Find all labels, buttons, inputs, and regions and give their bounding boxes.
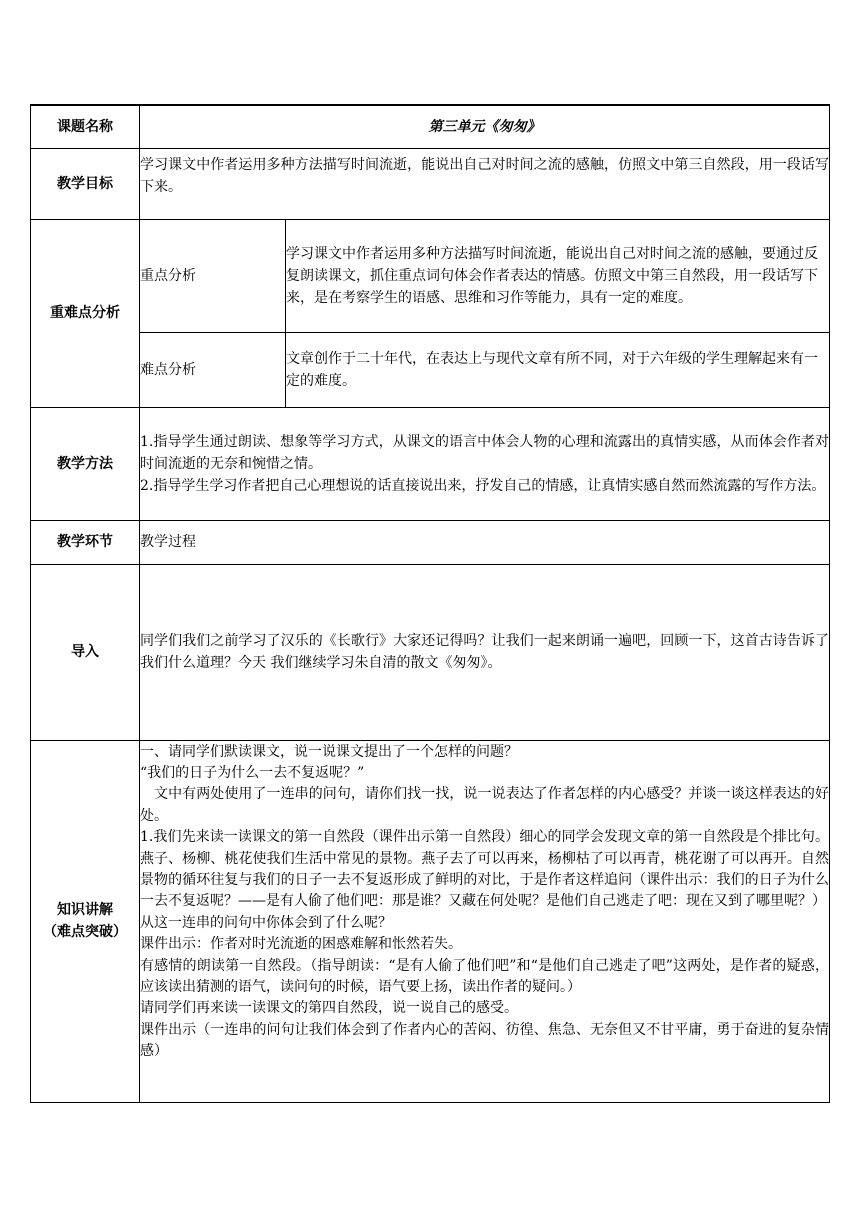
row-knowledge — [31, 740, 830, 1102]
lesson-plan-table — [30, 104, 830, 1103]
row-difficult-analysis — [31, 332, 830, 407]
method-label: 教学方法 — [31, 407, 140, 520]
goal-label: 教学目标 — [31, 148, 140, 219]
method-line-2: 2.指导学生学习作者把自己心理想说的话直接说出来，抒发自己的情感，让真情实感自然而然流露的写作方法。 — [140, 477, 826, 494]
method-text — [140, 407, 830, 520]
row-intro — [31, 564, 830, 740]
knowledge-label — [31, 740, 140, 1102]
row-key-analysis — [31, 219, 830, 332]
key-analysis-text: 学习课文中作者运用多种方法描写时间流逝，能说出自己对时间之流的感触，要通过反复朗读课文，抓住重点词句体会作者表达的情感。仿照文中第三自然段，用一段话写下来，是在考察学生的语感、思维和习作等能力，具有一定的难度。 — [286, 219, 830, 332]
knowledge-label-line-2: （难点突破） — [43, 924, 127, 940]
key-analysis-label: 重点分析 — [140, 219, 286, 332]
knowledge-label-line-1: 知识讲解 — [57, 902, 113, 918]
analysis-label: 重难点分析 — [31, 219, 140, 407]
knowledge-paragraph: 从这一连串的问句中你体会到了什么呢？ — [140, 914, 392, 931]
knowledge-paragraph: 请同学们再来读一读课文的第四自然段，说一说自己的感受。 — [140, 1000, 518, 1017]
knowledge-paragraph: 一、请同学们默读课文，说一说课文提出了一个怎样的问题？ — [140, 743, 518, 760]
knowledge-paragraph: 课件出示：作者对时光流逝的困惑难解和怅然若失。 — [140, 936, 462, 953]
row-stage — [31, 520, 830, 564]
intro-label: 导入 — [31, 564, 140, 740]
row-goal — [31, 148, 830, 219]
knowledge-paragraph: 文中有两处使用了一连串的问句，请你们找一找，说一说表达了作者怎样的内心感受？并谈一谈这样表达的好处。 — [140, 786, 829, 824]
intro-text: 同学们我们之前学习了汉乐的《长歌行》大家还记得吗？让我们一起来朗诵一遍吧，回顾一下，这首古诗告诉了我们什么道理？今天 我们继续学习朱自清的散文《匆匆》。 — [140, 564, 830, 740]
row-topic — [31, 105, 830, 148]
knowledge-text — [140, 740, 830, 1102]
difficult-analysis-label: 难点分析 — [140, 332, 286, 407]
row-method — [31, 407, 830, 520]
stage-value: 教学过程 — [140, 520, 830, 564]
stage-label: 教学环节 — [31, 520, 140, 564]
knowledge-paragraph: “我们的日子为什么一去不复返呢？” — [140, 764, 365, 781]
knowledge-paragraph: 1.我们先来读一读课文的第一自然段（课件出示第一自然段）细心的同学会发现文章的第一自然段是个排比句。燕子、杨柳、桃花使我们生活中常见的景物。燕子去了可以再来，杨柳枯了可以再青，桃花谢了可以再开。自然景物的循环往复与我们的日子一去不复返形成了鲜明的对比，于是作者这样追问（课件出示：我们的日子为什么一去不复返呢？——是有人偷了他们吧：那是谁？又藏在何处呢？是他们自己逃走了吧：现在又到了哪里呢？） — [140, 829, 829, 910]
goal-text: 学习课文中作者运用多种方法描写时间流逝，能说出自己对时间之流的感触，仿照文中第三自然段，用一段话写下来。 — [140, 148, 830, 219]
method-line-1: 1.指导学生通过朗读、想象等学习方式，从课文的语言中体会人物的心理和流露出的真情实感，从而体会作者对时间流逝的无奈和惋惜之情。 — [140, 433, 829, 472]
topic-label: 课题名称 — [31, 105, 140, 148]
topic-value: 第三单元《匆匆》 — [140, 105, 830, 148]
knowledge-paragraph: 有感情的朗读第一自然段。（指导朗读：“是有人偷了他们吧”和“是他们自己逃走了吧”这两处，是作者的疑惑，应该读出猜测的语气，读问句的时候，语气要上扬，读出作者的疑问。） — [140, 957, 829, 995]
knowledge-paragraph: 课件出示（一连串的问句让我们体会到了作者内心的苦闷、彷徨、焦急、无奈但又不甘平庸，勇于奋进的复杂情感） — [140, 1021, 829, 1060]
difficult-analysis-text: 文章创作于二十年代，在表达上与现代文章有所不同，对于六年级的学生理解起来有一定的难度。 — [286, 332, 830, 407]
